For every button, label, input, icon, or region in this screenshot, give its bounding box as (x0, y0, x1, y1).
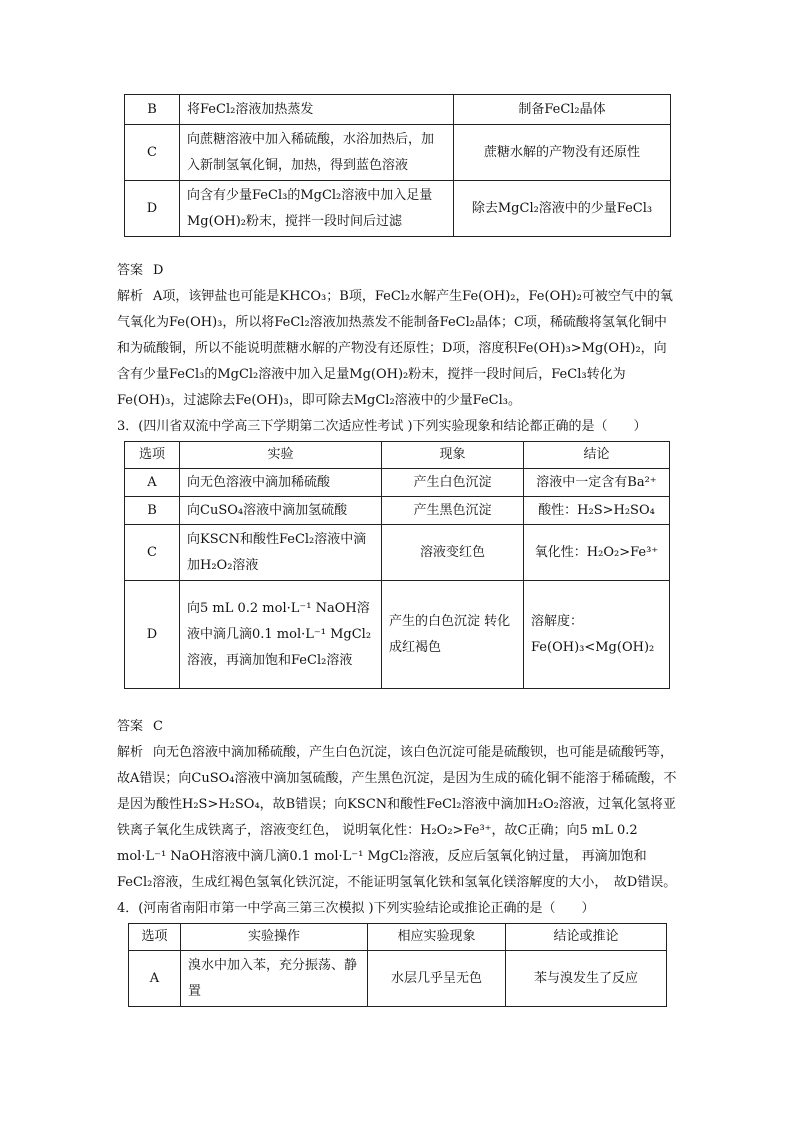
option-cell: A (125, 469, 180, 497)
table-row (125, 581, 670, 689)
operation-cell: 向蔗糖溶液中加入稀硫酸，水浴加热后，加入新制氢氧化铜，加热，得到蓝色溶液 (180, 125, 454, 181)
phenomenon-cell: 产生的白色沉淀 转化成红褐色 (382, 581, 524, 689)
question-4-stem: 4．(河南省南阳市第一中学高三第三次模拟 )下列实验结论或推论正确的是（ ） (117, 901, 595, 916)
analysis-label: 解析 (117, 745, 144, 760)
table-row (125, 95, 671, 125)
phenomenon-cell: 水层几乎呈无色 (368, 951, 506, 1007)
conclusion-cell: 氧化性：H₂O₂>Fe³⁺ (524, 525, 670, 581)
conclusion-cell: 酸性：H₂S>H₂SO₄ (524, 497, 670, 525)
header-option: 选项 (129, 924, 181, 951)
analysis-paragraph (117, 740, 677, 896)
analysis-paragraph (117, 284, 677, 414)
experiment-cell: 向5 mL 0.2 mol·L⁻¹ NaOH溶液中滴几滴0.1 mol·L⁻¹ MgCl₂溶液，再滴加饱和FeCl₂溶液 (180, 581, 382, 689)
table-row (125, 497, 670, 525)
answer-line (117, 258, 677, 284)
answer-line (117, 714, 677, 740)
analysis-text: A项，该钾盐也可能是KHCO₃；B项，FeCl₂水解产生Fe(OH)₂，Fe(OH)₂可被空气中的氧气氧化为Fe(OH)₃，所以将FeCl₂溶液加热蒸发不能制备FeCl₂晶体；C项，稀硫酸将氢氧化铜中和为硫酸铜，所以不能说明蔗糖水解的产物没有还原性；D项，溶度积Fe(OH)₃>Mg(OH)₂，向含有少量FeCl₃的MgCl₂溶液中加入足量Mg(OH)₂粉末，搅拌一段时间后，FeCl₃转化为Fe(OH)₃，过滤除去Fe(OH)₃，即可除去MgCl₂溶液中的少量FeCl₃。 (117, 289, 673, 408)
option-cell: D (125, 581, 180, 689)
answer-value: D (153, 263, 164, 278)
header-experiment: 实验 (180, 442, 382, 469)
experiment-cell: 向CuSO₄溶液中滴加氢硫酸 (180, 497, 382, 525)
result-cell: 蔗糖水解的产物没有还原性 (454, 125, 671, 181)
result-cell: 除去MgCl₂溶液中的少量FeCl₃ (454, 181, 671, 237)
option-cell: B (125, 95, 180, 125)
table-header-row (125, 442, 670, 469)
header-conclusion: 结论 (524, 442, 670, 469)
operation-cell: 溴水中加入苯，充分振荡、静置 (181, 951, 368, 1007)
table-header-row (129, 924, 667, 951)
option-cell: D (125, 181, 180, 237)
conclusion-cell: 溶解度：Fe(OH)₃<Mg(OH)₂ (524, 581, 670, 689)
answer-label: 答案 (117, 719, 144, 734)
question3-table (124, 441, 670, 689)
table-row (125, 469, 670, 497)
question4-table (128, 923, 667, 1007)
table-row (129, 951, 667, 1007)
table-row (125, 525, 670, 581)
header-phenomenon: 现象 (382, 442, 524, 469)
result-cell: 制备FeCl₂晶体 (454, 95, 671, 125)
analysis-text: 向无色溶液中滴加稀硫酸，产生白色沉淀，该白色沉淀可能是硫酸钡，也可能是硫酸钙等，故A错误；向CuSO₄溶液中滴加氢硫酸，产生黑色沉淀，是因为生成的硫化铜不能溶于稀硫酸，不是因为酸性H₂S>H₂SO₄，故B错误；向KSCN和酸性FeCl₂溶液中滴加H₂O₂溶液，过氧化氢将亚铁离子氧化生成铁离子，溶液变红色， 说明氧化性：H₂O₂>Fe³⁺，故C正确；向5 mL 0.2 mol·L⁻¹ NaOH溶液中滴几滴0.1 mol·L⁻¹ MgCl₂溶液，反应后氢氧化钠过量， 再滴加饱和FeCl₂溶液，生成红褐色氢氧化铁沉淀，不能证明氢氧化铁和氢氧化镁溶解度的大小， 故D错误。 (117, 745, 677, 890)
header-option: 选项 (125, 442, 180, 469)
experiment-cell: 向无色溶液中滴加稀硫酸 (180, 469, 382, 497)
option-cell: B (125, 497, 180, 525)
question-3-stem: 3．(四川省双流中学高三下学期第二次适应性考试 )下列实验现象和结论都正确的是（ ） (117, 419, 647, 434)
conclusion-cell: 溶液中一定含有Ba²⁺ (524, 469, 670, 497)
option-cell: C (125, 525, 180, 581)
analysis-label: 解析 (117, 289, 144, 304)
table-row (125, 125, 671, 181)
conclusion-cell: 苯与溴发生了反应 (506, 951, 667, 1007)
option-cell: C (125, 125, 180, 181)
answer-value: C (153, 719, 163, 734)
table-row (125, 181, 671, 237)
header-phenomenon: 相应实验现象 (368, 924, 506, 951)
header-conclusion: 结论或推论 (506, 924, 667, 951)
option-cell: A (129, 951, 181, 1007)
phenomenon-cell: 溶液变红色 (382, 525, 524, 581)
header-operation: 实验操作 (181, 924, 368, 951)
answer-label: 答案 (117, 263, 144, 278)
phenomenon-cell: 产生白色沉淀 (382, 469, 524, 497)
question2-table (124, 94, 671, 237)
phenomenon-cell: 产生黑色沉淀 (382, 497, 524, 525)
operation-cell: 将FeCl₂溶液加热蒸发 (180, 95, 454, 125)
experiment-cell: 向KSCN和酸性FeCl₂溶液中滴加H₂O₂溶液 (180, 525, 382, 581)
operation-cell: 向含有少量FeCl₃的MgCl₂溶液中加入足量Mg(OH)₂粉末，搅拌一段时间后过滤 (180, 181, 454, 237)
